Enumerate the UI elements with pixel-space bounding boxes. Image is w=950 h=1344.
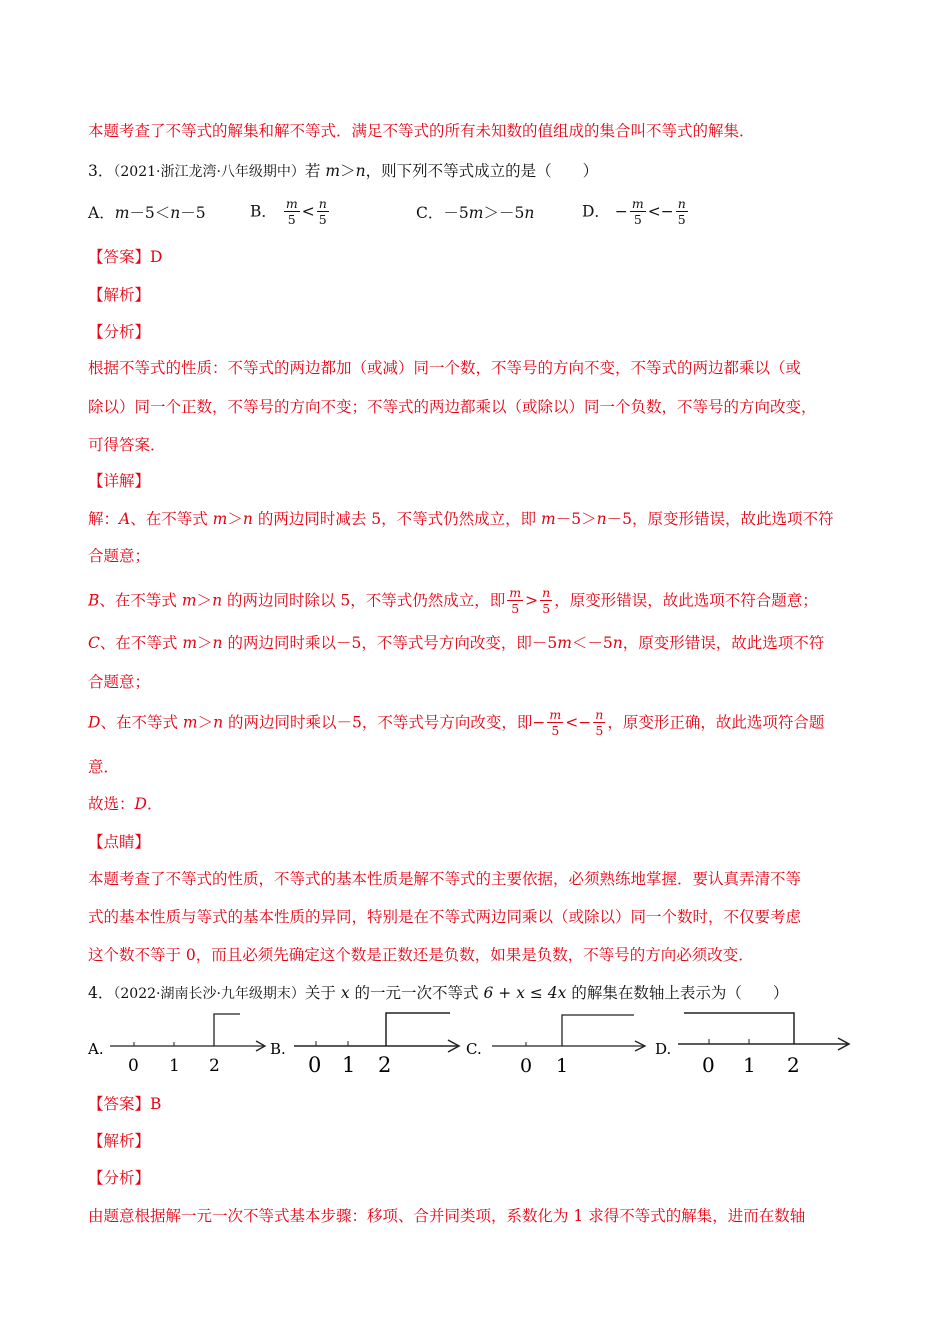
q3-fenxi-line-2: 除以）同一个正数，不等号的方向不变；不等式的两边都乘以（或除以）同一个负数，不等号的方向改变， bbox=[88, 398, 817, 416]
q4-answer: 【答案】B bbox=[88, 1095, 162, 1113]
q3-b-frac-n: $\frac{n}{5}$ bbox=[318, 196, 327, 227]
q3-d-frac-m: $\frac{m}{5}$ bbox=[631, 196, 644, 227]
q3-choose: 故选：D． bbox=[88, 795, 163, 813]
q3-d-detail-frac-n: $\frac{n}{5}$ bbox=[595, 707, 604, 738]
q3-cond-n: n bbox=[355, 162, 366, 180]
q3-text-b: ，则下列不等式成立的是（ ） bbox=[365, 162, 599, 180]
q4-number-line-a bbox=[108, 1008, 270, 1078]
q3-detail-d: D、在不等式 m＞n 的两边同时乘以－5，不等式号方向改变，即− $\frac{m}{5}$ <− $\frac{n}{5}$ ，原变形正确，故此选项符合题 bbox=[88, 707, 825, 738]
q4-a-tick-0: 0 bbox=[128, 1056, 139, 1076]
q3-b-frac-m: $\frac{m}{5}$ bbox=[285, 196, 298, 227]
q4-b-tick-2: 2 bbox=[378, 1053, 392, 1077]
q4-b-tick-1: 1 bbox=[342, 1053, 356, 1077]
q3-option-c[interactable]: C．－5m＞－5n bbox=[416, 204, 535, 222]
q3-dianjing-line-2: 式的基本性质与等式的基本性质的异同，特别是在不等式两边同乘以（或除以）同一个数时，不仅要考虑 bbox=[88, 908, 802, 926]
q4-a-tick-2: 2 bbox=[209, 1056, 220, 1076]
q3-option-a[interactable]: A．m－5＜n－5 bbox=[88, 204, 206, 222]
q3-d-frac-n: $\frac{n}{5}$ bbox=[677, 196, 686, 227]
q4-number-line-c bbox=[490, 1008, 650, 1078]
q4-jiexi: 【解析】 bbox=[88, 1132, 151, 1150]
q4-d-tick-2: 2 bbox=[787, 1053, 800, 1077]
q3-text-a: 若 bbox=[304, 162, 321, 180]
q4-stem: 4．（2022·湖南长沙·九年级期末）关于 x 的一元一次不等式 6 + x ≤ 4x 的解集在数轴上表示为（ ） bbox=[88, 984, 789, 1002]
prev-summary: 本题考查了不等式的解集和解不等式．满足不等式的所有未知数的值组成的集合叫不等式的解集． bbox=[88, 122, 755, 140]
q3-cond-m: m bbox=[325, 162, 341, 180]
q3-source: （2021·浙江龙湾·八年级期中） bbox=[113, 164, 305, 180]
q3-number: 3． bbox=[88, 162, 114, 180]
q3-fenxi: 【分析】 bbox=[88, 323, 151, 341]
q3-option-b[interactable]: B． $\frac{m}{5}$ < $\frac{n}{5}$ bbox=[250, 196, 327, 227]
q4-number-line-b bbox=[292, 1006, 464, 1078]
q4-fenxi-line: 由题意根据解一元一次不等式基本步骤：移项、合并同类项，系数化为 1 求得不等式的解集，进而在数轴 bbox=[88, 1207, 806, 1225]
q4-fenxi: 【分析】 bbox=[88, 1169, 151, 1187]
q3-stem bbox=[88, 161, 598, 182]
q4-b-tick-0: 0 bbox=[308, 1053, 322, 1077]
q4-d-tick-0: 0 bbox=[702, 1053, 715, 1077]
q3-d-detail-frac-m: $\frac{m}{5}$ bbox=[549, 707, 562, 738]
q3-dianjing-line-1: 本题考查了不等式的性质，不等式的基本性质是解不等式的主要依据，必须熟练地掌握．要认真弄清不等 bbox=[88, 870, 802, 888]
q3-detail-c: C、在不等式 m＞n 的两边同时乘以－5，不等式号方向改变，即－5m＜－5n，原变形错误，故此选项不符 bbox=[88, 634, 825, 652]
q4-number-line-d bbox=[676, 1006, 854, 1078]
q3-option-d[interactable]: D． − $\frac{m}{5}$ <− $\frac{n}{5}$ bbox=[582, 196, 686, 227]
q3-dianjing: 【点睛】 bbox=[88, 833, 151, 851]
q3-detail-a: 解：A、在不等式 m＞n 的两边同时减去 5，不等式仍然成立，即 m－5＞n－5，原变形错误，故此选项不符 bbox=[88, 510, 834, 528]
q3-detail-d-line2: 意． bbox=[88, 758, 120, 776]
q3-b-detail-frac-n: $\frac{n}{5}$ bbox=[542, 585, 551, 616]
q3-cond-gt: ＞ bbox=[340, 162, 356, 180]
q3-detail-c-line2: 合题意； bbox=[88, 673, 151, 691]
q3-detail-a-line2: 合题意； bbox=[88, 547, 151, 565]
q4-c-tick-1: 1 bbox=[556, 1055, 569, 1077]
q3-dianjing-line-3: 这个数不等于 0，而且必须先确定这个数是正数还是负数，如果是负数，不等号的方向必须改变． bbox=[88, 946, 754, 964]
q3-jiexi: 【解析】 bbox=[88, 286, 151, 304]
q3-xiangjie: 【详解】 bbox=[88, 472, 151, 490]
q3-b-detail-frac-m: $\frac{m}{5}$ bbox=[509, 585, 522, 616]
q4-d-tick-1: 1 bbox=[743, 1053, 756, 1077]
q4-a-tick-1: 1 bbox=[169, 1056, 180, 1076]
q3-detail-b: B、在不等式 m＞n 的两边同时除以 5，不等式仍然成立，即 $\frac{m}{5}$ > $\frac{n}{5}$ ，原变形错误，故此选项不符合题意； bbox=[88, 585, 818, 616]
q4-inequality: 6 + x ≤ 4x bbox=[483, 984, 567, 1002]
q3-fenxi-line-1: 根据不等式的性质：不等式的两边都加（或减）同一个数，不等号的方向不变，不等式的两边都乘以（或 bbox=[88, 359, 802, 377]
q3-fenxi-line-3: 可得答案． bbox=[88, 436, 166, 454]
q3-answer: 【答案】D bbox=[88, 248, 163, 266]
document-page: 本题考查了不等式的解集和解不等式．满足不等式的所有未知数的值组成的集合叫不等式的解集． 3．（2021·浙江龙湾·八年级期中）若 m＞n，则下列不等式成立的是（ ） A．m－5＜n－5 B． $\frac{m}{5}$ < $\frac{n}{5}$ C．－5m＞－5n D． − $\frac{m}{5}$ <− $\frac{n}{5}$ 【答案】D 【解析】 【分析】 根据不等式的性质：不等式的两边都加（或减）同一个数，不等号的方向不变，不等式的两边都乘以（或 除以）同一个正数，不等号的方向不变；不等式的两边都乘以（或除以）同一个负数，不等号的方向改变， 可得答案． 【详解】 解：A、在不等式 m＞n 的两边同时减去 5，不等式仍然成立，即 m－5＞n－5，原变形错误，故此选项不符 合题意； B、在不等式 m＞n 的两边同时除以 5，不等式仍然成立，即 $\frac{m}{5}$ > $\frac{n}{5}$ ，原变形错误，故此选项不符合题意； C、在不等式 m＞n 的两边同时乘以－5，不等式号方向改变，即－5m＜－5n，原变形错误，故此选项不符 合题意； D、在不等式 m＞n 的两边同时乘以－5，不等式号方向改变，即− $\frac{m}{5}$ <− $\frac{n}{5}$ ，原变形正确，故此选项符合题 意． 故选：D． 【点睛】 本题考查了不等式的性质，不等式的基本性质是解不等式的主要依据，必须熟练地掌握．要认真弄清不等 式的基本性质与等式的基本性质的异同，特别是在不等式两边同乘以（或除以）同一个数时，不仅要考虑 这个数不等于 0，而且必须先确定这个数是正数还是负数，如果是负数，不等号的方向必须改变． 4．（2022·湖南长沙·九年级期末）关于 x 的一元一次不等式 6 + x ≤ 4x 的解集在数轴上表示为（ ） A. 0 1 2 B. 0 1 2 C. 0 1 D. 0 1 2 【答案】B 【解析】 【分析】 由题意根据解一元一次不等式基本步骤：移项、合并同类项，系数化为 1 求得不等式的解集，进而在数轴 bbox=[0, 0, 950, 1344]
q3-options bbox=[88, 196, 868, 236]
q4-c-tick-0: 0 bbox=[520, 1055, 533, 1077]
